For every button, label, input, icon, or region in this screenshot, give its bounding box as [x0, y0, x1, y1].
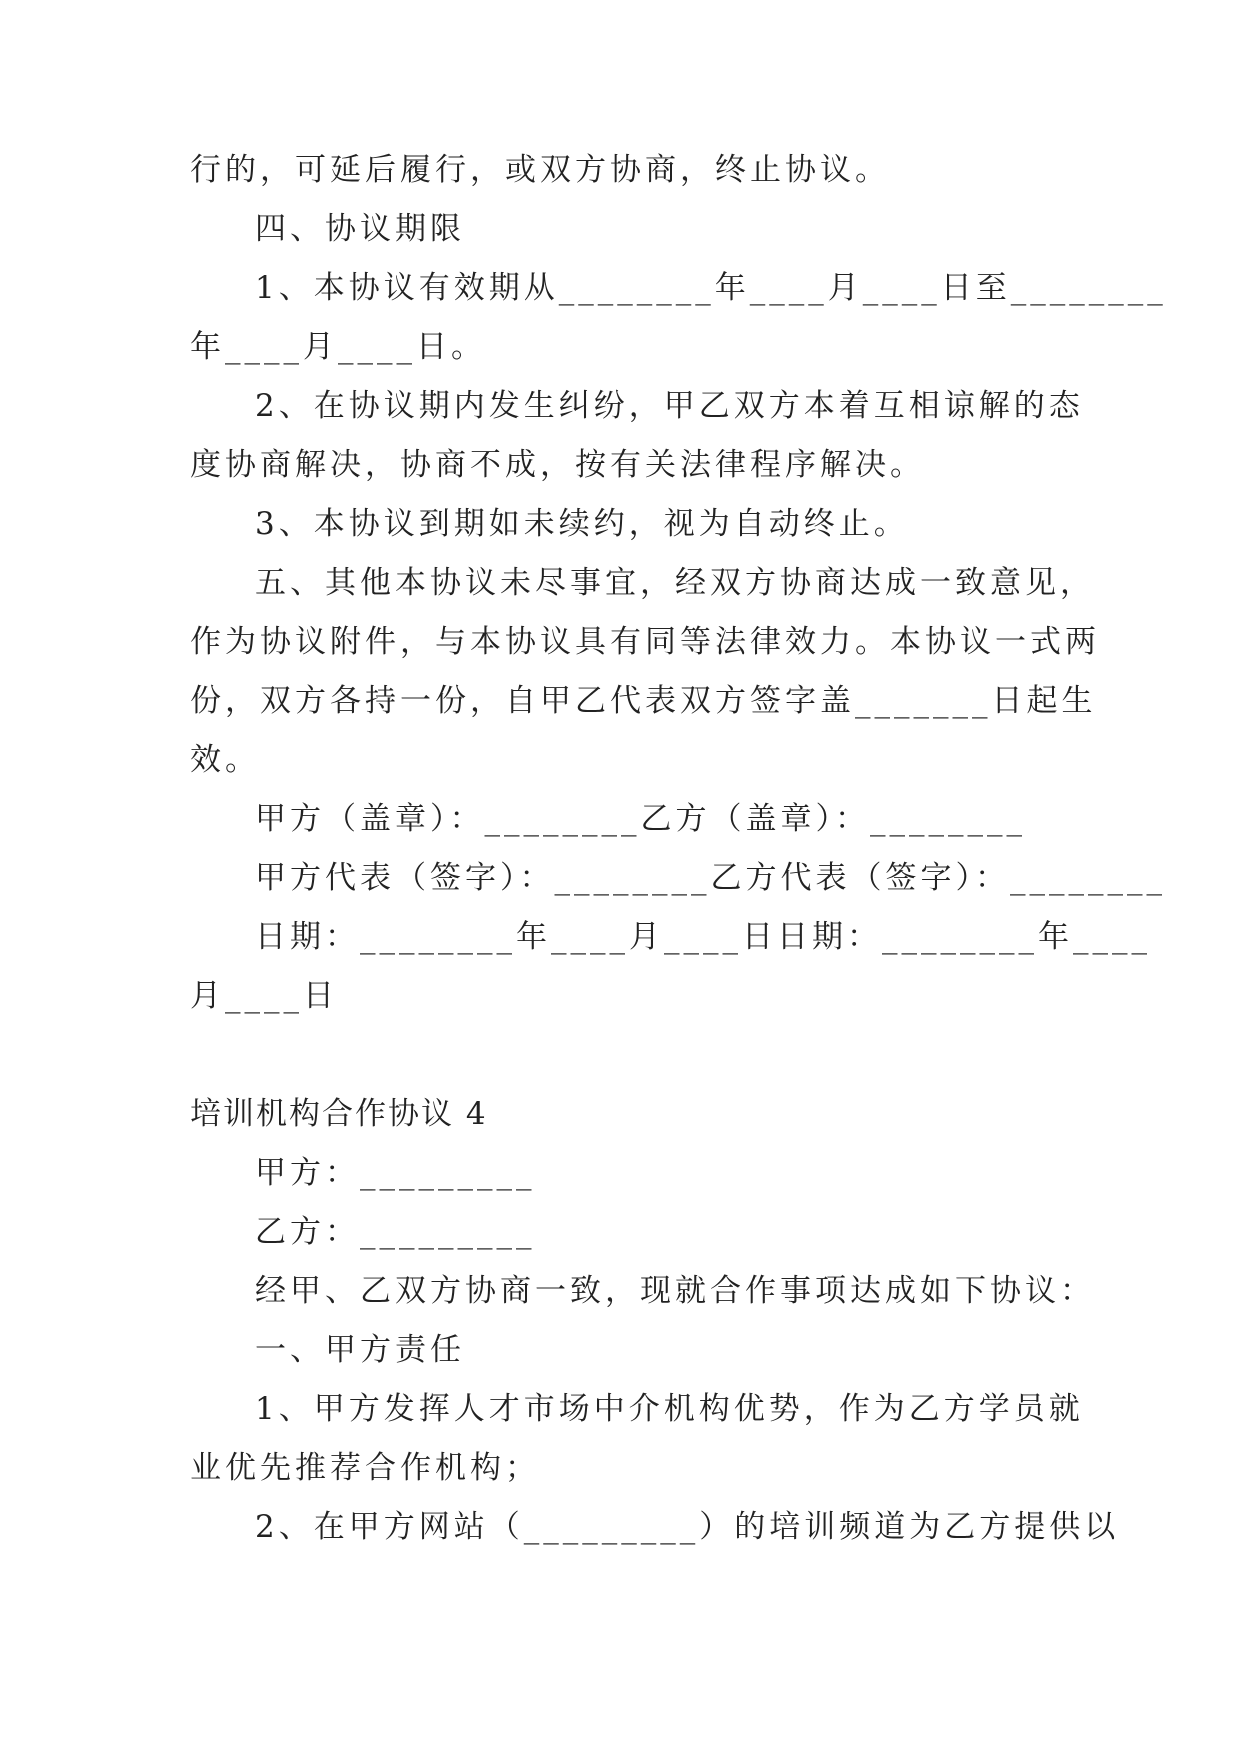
paragraph-line: 作为协议附件，与本协议具有同等法律效力。本协议一式两: [190, 624, 1100, 660]
document-title: 培训机构合作协议 4: [190, 1096, 488, 1132]
party-b-line: 乙方：_________: [255, 1214, 536, 1250]
paragraph-line: 行的，可延后履行，或双方协商，终止协议。: [190, 152, 890, 188]
paragraph-line: 业优先推荐合作机构；: [190, 1450, 540, 1486]
paragraph-line: 年____月____日。: [190, 329, 486, 365]
paragraph-line: 份，双方各持一份，自甲乙代表双方签字盖_______日起生: [190, 683, 1097, 719]
section-heading: 一、甲方责任: [255, 1332, 465, 1368]
paragraph-line: 经甲、乙双方协商一致，现就合作事项达成如下协议：: [255, 1273, 1095, 1309]
paragraph-line: 1、甲方发挥人才市场中介机构优势，作为乙方学员就: [255, 1391, 1084, 1427]
signature-line: 甲方（盖章）：________乙方（盖章）：________: [255, 801, 1026, 837]
paragraph-line: 五、其他本协议未尽事宜，经双方协商达成一致意见，: [255, 565, 1095, 601]
paragraph-line: 2、在协议期内发生纠纷，甲乙双方本着互相谅解的态: [255, 388, 1084, 424]
date-line: 日期：________年____月____日日期：________年____: [255, 919, 1151, 955]
party-a-line: 甲方：_________: [255, 1155, 536, 1191]
paragraph-line: 度协商解决，协商不成，按有关法律程序解决。: [190, 447, 925, 483]
paragraph-line: 1、本协议有效期从________年____月____日至________: [255, 270, 1167, 306]
paragraph-line: 2、在甲方网站（_________）的培训频道为乙方提供以: [255, 1509, 1120, 1545]
date-line: 月____日: [190, 978, 338, 1014]
paragraph-line: 效。: [190, 742, 260, 778]
signature-line: 甲方代表（签字）：________乙方代表（签字）：________: [255, 860, 1166, 896]
section-heading: 四、协议期限: [255, 211, 465, 247]
paragraph-line: 3、本协议到期如未续约，视为自动终止。: [255, 506, 909, 542]
